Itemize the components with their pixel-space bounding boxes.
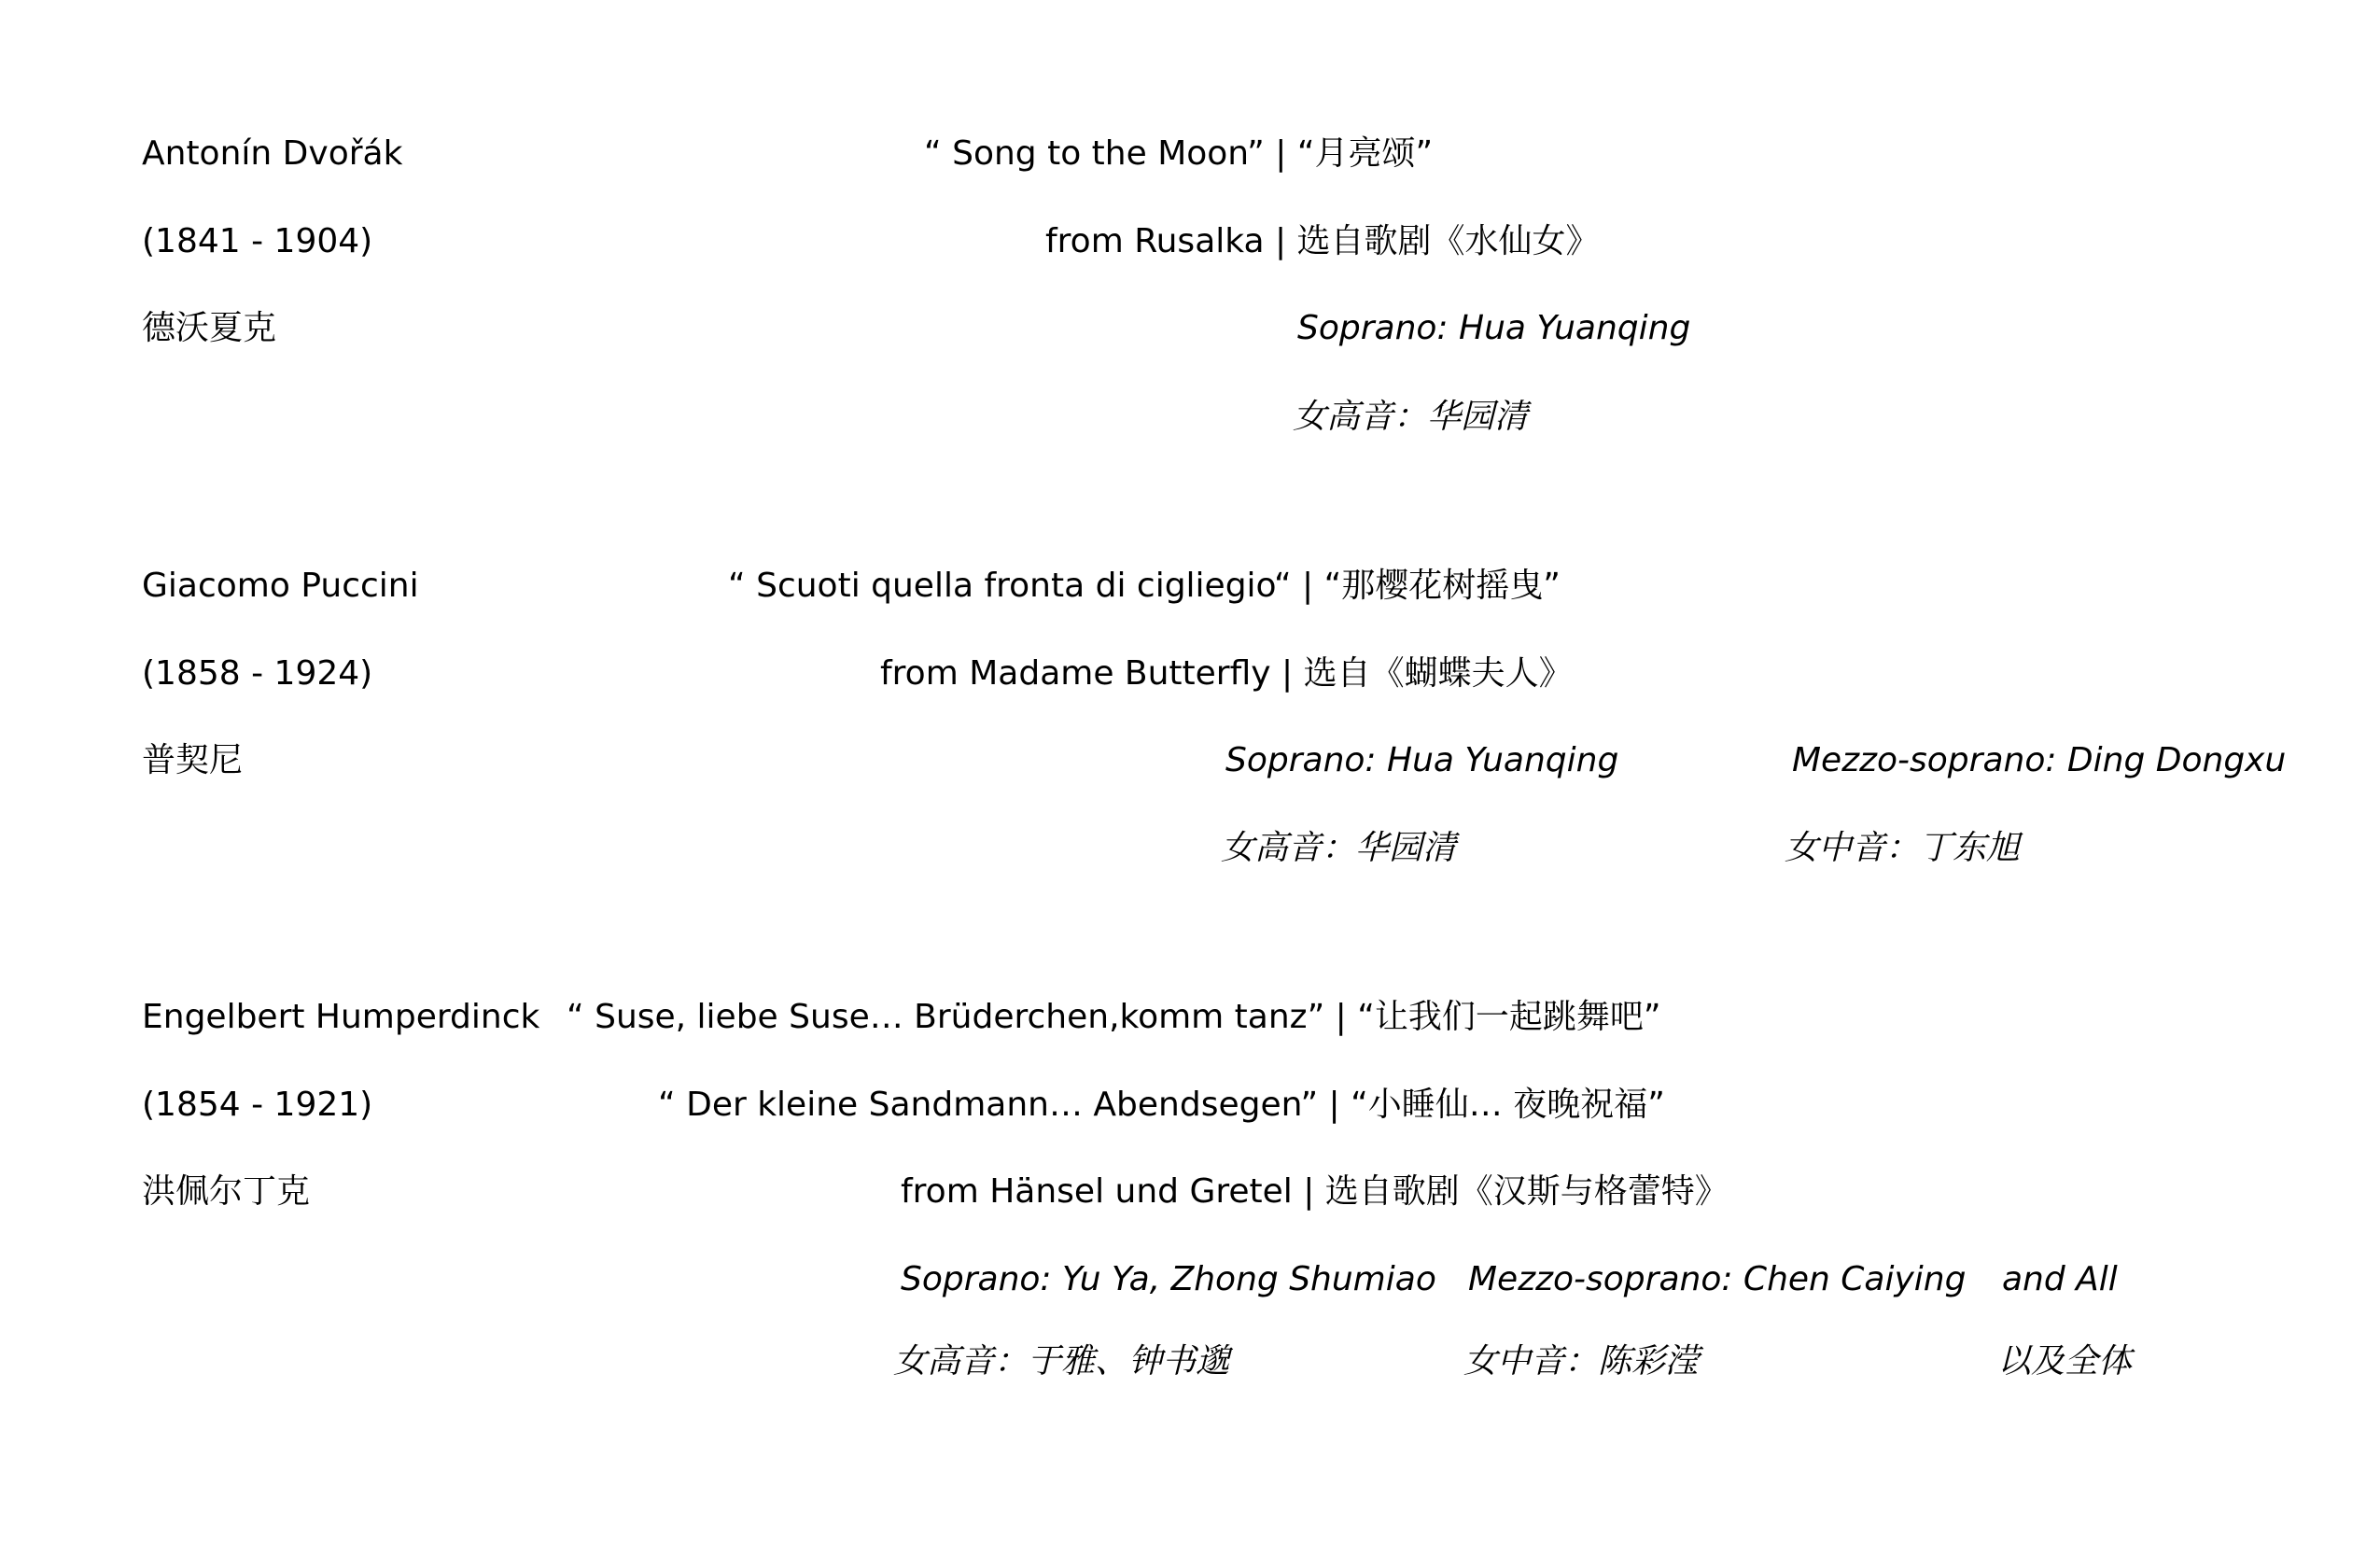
- performer-en: Soprano: Hua Yuanqing: [1297, 309, 1691, 347]
- performer-en: Soprano: Yu Ya, Zhong Shumiao: [901, 1260, 1436, 1298]
- performer-en: and All: [2002, 1260, 2118, 1298]
- piece-source: from Madame Butterfly | 选自《蝴蝶夫人》: [880, 654, 1573, 693]
- piece-source: from Rusalka | 选自歌剧《水仙女》: [1045, 222, 1600, 260]
- piece-title-2: “ Der kleine Sandmann… Abendsegen” | “小睡仙… 夜晚祝福”: [658, 1086, 1665, 1124]
- composer-years: (1854 - 1921): [142, 1086, 373, 1124]
- composer-years: (1858 - 1924): [142, 654, 373, 693]
- piece-title: “ Suse, liebe Suse… Brüderchen,komm tanz” | “让我们一起跳舞吧”: [567, 998, 1661, 1036]
- performer-cn: 女中音：丁东旭: [1785, 829, 2021, 867]
- composer-years: (1841 - 1904): [142, 222, 373, 260]
- performer-cn: 女高音：华园清: [1293, 398, 1529, 436]
- piece-title: “ Song to the Moon” | “月亮颂”: [924, 134, 1434, 173]
- performer-cn: 女中音：陈彩滢: [1463, 1342, 1700, 1381]
- piece-source: from Hänsel und Gretel | 选自歌剧《汉斯与格蕾特》: [901, 1172, 1729, 1211]
- performer-en: Mezzo-soprano: Ding Dongxu: [1792, 741, 2287, 779]
- composer-name: Engelbert Humperdinck: [142, 998, 540, 1036]
- composer-name: Antonín Dvořák: [142, 134, 403, 173]
- performer-cn: 以及全体: [1997, 1342, 2133, 1381]
- performer-cn: 女高音：于雅、钟书邈: [893, 1342, 1230, 1381]
- performer-cn: 女高音：华园清: [1221, 829, 1457, 867]
- piece-title: “ Scuoti quella fronta di cigliegio“ | “那樱花树摇曳”: [728, 567, 1561, 605]
- composer-name: Giacomo Puccini: [142, 567, 419, 605]
- composer-name-cn: 洪佩尔丁克: [142, 1172, 311, 1211]
- composer-name-cn: 普契尼: [142, 741, 244, 779]
- performer-en: Mezzo-soprano: Chen Caiying: [1468, 1260, 1967, 1298]
- composer-name-cn: 德沃夏克: [142, 309, 277, 347]
- performer-en: Soprano: Hua Yuanqing: [1225, 741, 1619, 779]
